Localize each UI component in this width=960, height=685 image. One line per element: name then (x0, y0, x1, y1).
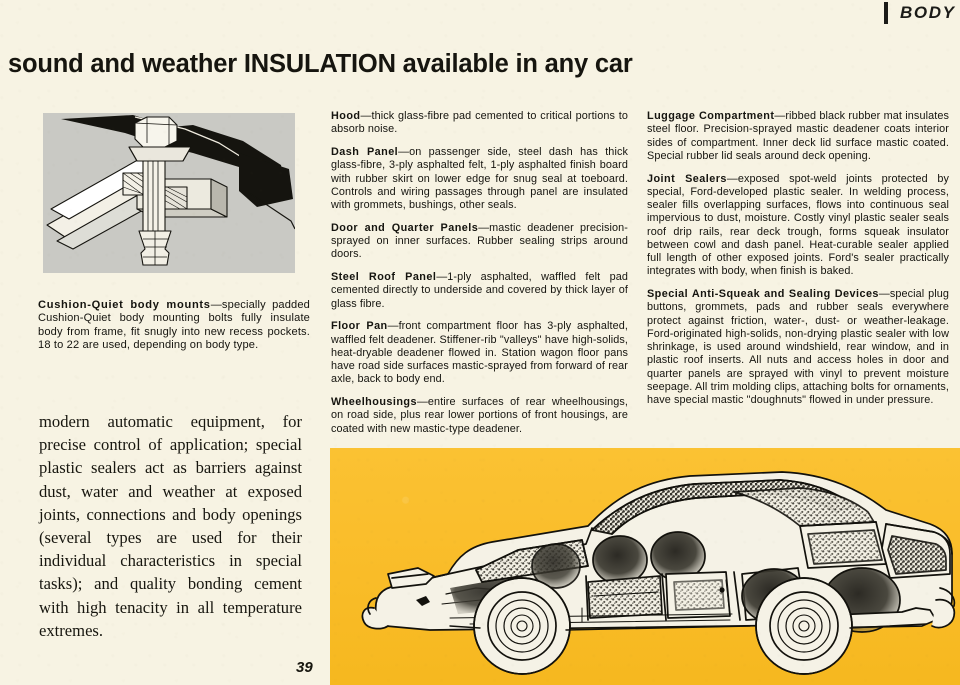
text-entry-lead: Luggage Compartment (647, 110, 775, 122)
car-cutaway-illustration (330, 448, 960, 685)
text-entry (331, 320, 628, 386)
text-entry (647, 110, 949, 163)
text-entry-body: —on passenger side, steel dash has thick glass-fibre, 3-ply asphalted felt, 1-ply asphalted finish board with rubber skirt on lower edge for snug seal at toeboard. Controls and wiring passages through panel are insulated with grommets, bushings, other seals. (331, 146, 628, 211)
text-entry-lead: Floor Pan (331, 320, 388, 333)
right-text-column (647, 110, 949, 407)
text-entry-lead: Steel Roof Panel (331, 271, 437, 283)
page-header (0, 0, 960, 30)
page-title: sound and weather INSULATION available in any car (8, 50, 633, 78)
body-continuation-text: modern automatic equipment, for precise control of application; special plastic sealers act as barriers against dust, water and weather at exposed joints, connections and body openings (several types are used for their individual characteristics in special tasks); and quality bonding cement with high tenacity in all temperature extremes. (39, 412, 302, 640)
text-entry (647, 288, 949, 407)
text-entry-body: —thick glass-fibre pad cemented to critical portions to absorb noise. (331, 110, 628, 136)
body-mount-illustration (43, 113, 295, 273)
text-entry-lead: Wheelhousings (331, 396, 417, 408)
middle-text-column (331, 110, 628, 436)
text-entry-body: —ribbed black rubber mat insulates steel floor. Precision-sprayed mastic deadener coats interior sides of compartment. Inner deck lid surface mastic coated. Special rubber lid seals around deck opening. (647, 110, 949, 162)
text-entry (331, 110, 628, 137)
text-entry-lead: Hood (331, 110, 361, 122)
text-entry (331, 271, 628, 311)
text-entry-body: —special plug buttons, grommets, pads and rubber seals everywhere protect against friction, water-, dust- or weather-leakage. Ford-originated high-solids, non-drying plastic sealer with low shrinkage, is used around windshield, rear window, and in plastic roof inserts. All nuts and access holes in door and quarter panels are sprayed with vinyl to prevent moisture seepage. All trim molding clips, attaching bolts for ornaments, have special mastic "doughnuts" flowed in under pressure. (647, 288, 949, 406)
figure-caption (38, 299, 310, 353)
caption-text: —specially padded Cushion-Quiet body mounting bolts fully insulate body from frame, fit snugly into new recess pockets. 18 to 22 are used, depending on body type. (38, 299, 310, 352)
text-entry-body: —mastic deadener precision-sprayed on inner surfaces. Rubber sealing strips around doors. (331, 221, 628, 261)
text-entry-body: —1-ply asphalted, waffled felt pad cemented directly to underside and covered by thick layer of glass fibre. (331, 271, 629, 310)
text-entry (331, 146, 628, 212)
text-entry-lead: Door and Quarter Panels (331, 221, 479, 234)
caption-lead: Cushion-Quiet body mounts (38, 299, 211, 311)
text-entry (331, 222, 628, 262)
section-label: BODY (900, 3, 956, 22)
text-entry (331, 396, 628, 436)
text-entry-lead: Dash Panel (331, 146, 399, 158)
text-entry-body: —front compartment floor has 3-ply asphalted, waffled felt deadener. Stiffener-rib "valleys" have high-solids, heat-dryable deadener flowed in. Station wagon floor pans have road side surfaces mastic-sprayed from forward of rear axle, back to body end. (331, 320, 628, 386)
header-rule-icon (884, 2, 888, 24)
text-entry-lead: Special Anti-Squeak and Sealing Devices (647, 288, 879, 300)
text-entry-body: —exposed spot-weld joints protected by special, Ford-developed plastic sealer. In welding process, sealer fills overlapping surfaces, flows into continuous seal impervious to dust, moisture. Costly vinyl plastic sealer seals roof drip rails, rear deck trough, forms squeak insulator between cowl and dash panel. Heat-curable sealer applied full length of other exposed joints. Ford's sealer practically integrates with body, when finish is baked. (647, 172, 949, 278)
text-entry-lead: Joint Sealers (647, 172, 727, 185)
car-illustration-panel (330, 448, 960, 685)
text-entry (647, 173, 949, 279)
text-entry-body: —entire surfaces of rear wheelhousings, on road side, plus rear lower portions of front housings, are coated with new mastic-type deadener. (331, 396, 628, 435)
page-number: 39 (296, 659, 313, 676)
